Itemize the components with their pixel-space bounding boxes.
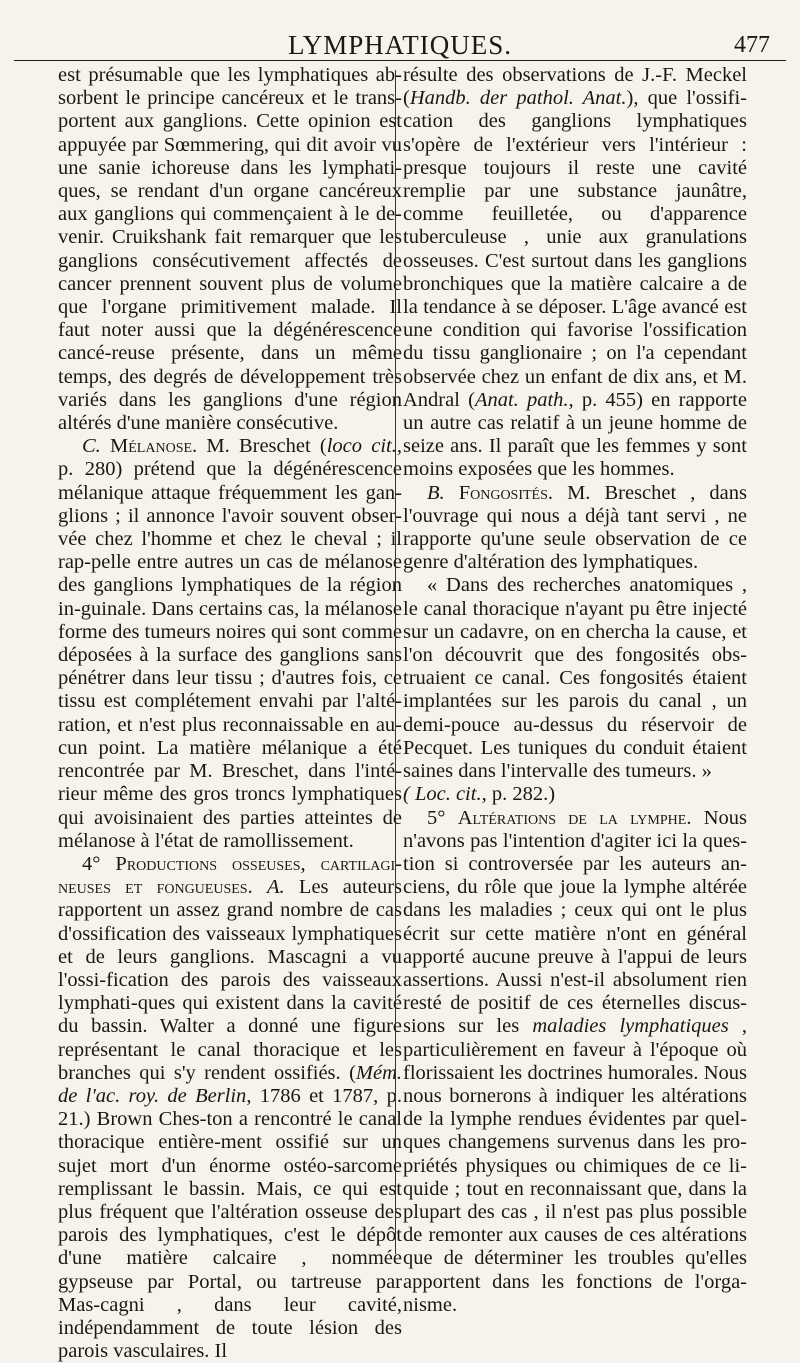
citation: Handb. der pathol. Anat. bbox=[409, 87, 627, 110]
paragraph-text: , 1786 et 1787, p. 21.) Brown Ches-ton a rencontré le canal thoracique entière-ment ossifié sur un sujet mort d'un énorme ostéo-sarcome remplissant le bassin. Mais, ce qui est plus fréquent que l'altération osseuse des parois des lymphatiques, c'est le dépôt d'une matière calcaire , nommée gypseuse par Portal, ou tartreuse par Mas-cagni , dans leur cavité, indépendamment de toute lésion des parois vasculaires. Il bbox=[58, 1084, 402, 1363]
citation: Mém. de l'ac. roy. de Berlin bbox=[58, 1061, 402, 1107]
section-heading-melanose: Mélanose. bbox=[110, 435, 198, 458]
paragraph-alterations-lymphe bbox=[403, 807, 747, 1317]
paragraph-text: , p. 280) prétend que la dégénérescence mélanique attaque fréquemment les gan-glions ; il annonce l'avoir souvent obser-vée chez l'homme et chez le cheval ; il rap-pelle entre autres un cas de mélanose des ganglions lymphatiques de la région in-guinale. Dans certains cas, la mélanose forme des tumeurs noires qui sont comme déposées à la surface des ganglions sans pénétrer dans leur tissu ; d'autres fois, ce tissu est complétement envahi par l'alté-ration, et n'est plus reconnaissable en au-cun point. La matière mélanique a été rencontrée par M. Breschet, dans l'inté-rieur même des gros troncs lymphatiques qui avoisinaient des parties atteintes de mélanose à l'état de ramollissement. bbox=[58, 435, 402, 852]
paragraph-text: M. Breschet , dans l'ouvrage qui nous a déjà tant servi , ne rapporte qu'une seule observation de ce genre d'altération des lymphatiques. bbox=[403, 481, 748, 574]
section-heading-alterations: Altérations de la lymphe. bbox=[457, 806, 692, 829]
left-column bbox=[58, 64, 402, 1363]
paragraph-text: Nous n'avons pas l'intention d'agiter ici la ques-tion si controversée par les auteurs an-ciens, du rôle que joue la lymphe altérée dans les maladies ; ceux qui ont le plus écrit sur cette matière n'ont en général apporté aucune preuve à l'appui de leurs assertions. Aussi n'est-il absolument rien resté de positif de ces éternelles discus-sions sur les bbox=[403, 806, 748, 1038]
column-divider bbox=[395, 70, 396, 1254]
section-number: 4° bbox=[82, 852, 101, 875]
emphasis: maladies lymphatiques bbox=[532, 1015, 729, 1038]
paragraph-text: M. Breschet ( bbox=[197, 435, 327, 458]
paragraph-text: ), que l'ossifi-cation des ganglions lymphatiques s'opère de l'extérieur vers l'intérieur : presque toujours il reste une cavité remplie par une substance jaunâtre, comme feuilletée, ou d'apparence tuberculeuse , unie aux granulations osseuses. C'est surtout dans les ganglions bronchiques que la matière calcaire a de la tendance à se déposer. L'âge avancé est une condition qui favorise l'ossification du tissu ganglionaire ; on l'a cependant observée chez un enfant de dix ans, et M. Andral ( bbox=[403, 87, 747, 411]
right-column bbox=[403, 64, 747, 1317]
section-letter: C. bbox=[82, 435, 101, 458]
paragraph-text: , p. 282.) bbox=[481, 783, 556, 806]
citation: ( Loc. cit. bbox=[403, 783, 482, 806]
paragraph-cancer-ganglions bbox=[58, 64, 402, 435]
paragraph-productions-osseuses bbox=[58, 853, 402, 1363]
paragraph-text: , p. 455) en rapporte un autre cas relatif à un jeune homme de seize ans. Il paraît que les femmes y sont moins exposées que les hommes. bbox=[403, 388, 747, 481]
paragraph-text: , particulièrement en faveur à l'époque où florissaient les doctrines humorales. Nous nous bornerons à indiquer les altérations de la lymphe rendues évidentes par quel-ques changemens survenus dans les pro-priétés physiques ou chimiques de ce li-quide ; tout en reconnaissant que, dans la plupart des cas , il n'est pas plus possible de remonter aux causes de ces altérations que de déterminer les troubles qu'elles apportent dans les fonctions de l'orga-nisme. bbox=[403, 1015, 747, 1316]
paragraph-fongosites bbox=[403, 482, 747, 575]
section-letter: B. bbox=[427, 481, 445, 504]
section-heading-fongosites: Fongosités. bbox=[458, 481, 554, 504]
section-letter: A. bbox=[266, 876, 285, 899]
page-number: 477 bbox=[734, 32, 770, 58]
paragraph-melanose bbox=[58, 435, 402, 853]
quotation-text: « Dans des recherches anatomiques , le canal thoracique n'ayant pu être injecté sur un cadavre, on en chercha la cause, et l'on découvrit que des fongosités obs-truaient ce canal. Ces fongosités étaient implantées sur les parois du canal , un demi-pouce au-dessus du réservoir de Pecquet. Les tuniques du conduit étaient saines dans l'intervalle des tumeurs. » bbox=[403, 574, 747, 783]
paragraph-text: résulte des observations de J.-F. Meckel ( bbox=[403, 64, 747, 110]
citation: loco cit. bbox=[326, 435, 397, 458]
paragraph-quotation bbox=[403, 574, 747, 806]
page-title: LYMPHATIQUES. bbox=[287, 30, 513, 60]
paragraph-text: Les auteurs rapportent un assez grand nombre de cas d'ossification des vaisseaux lymphatiques et de leurs ganglions. Mascagni a vu l'ossi-fication des parois des vaisseaux lymphati-ques qui existent dans la cavité du bassin. Walter a donné une figure représentant le canal thoracique et les branches qui s'y rendent ossifiés. ( bbox=[58, 876, 402, 1084]
section-heading-productions: Productions osseuses, cartilagi-neuses et fongueuses. bbox=[58, 852, 402, 899]
paragraph-ossification bbox=[403, 64, 747, 482]
header-rule bbox=[14, 60, 786, 61]
paragraph-text: est présumable que les lymphatiques ab-sorbent le principe cancéreux et le trans-portent aux ganglions. Cette opinion est appuyée par Sœmmering, qui dit avoir vu une sanie ichoreuse dans les lymphati-ques, se rendant d'un organe cancéreux aux ganglions qui commençaient à le de-venir. Cruikshank fait remarquer que les ganglions consécutivement affectés de cancer prennent souvent plus de volume que l'organe primitivement malade. Il faut noter aussi que la dégénérescence cancé-reuse présente, dans un même temps, des degrés de développement très variés dans les ganglions d'une région altérés d'une manière consécutive. bbox=[58, 64, 402, 435]
running-head bbox=[0, 30, 800, 64]
citation: Anat. path. bbox=[474, 388, 569, 411]
section-number: 5° bbox=[427, 806, 446, 829]
